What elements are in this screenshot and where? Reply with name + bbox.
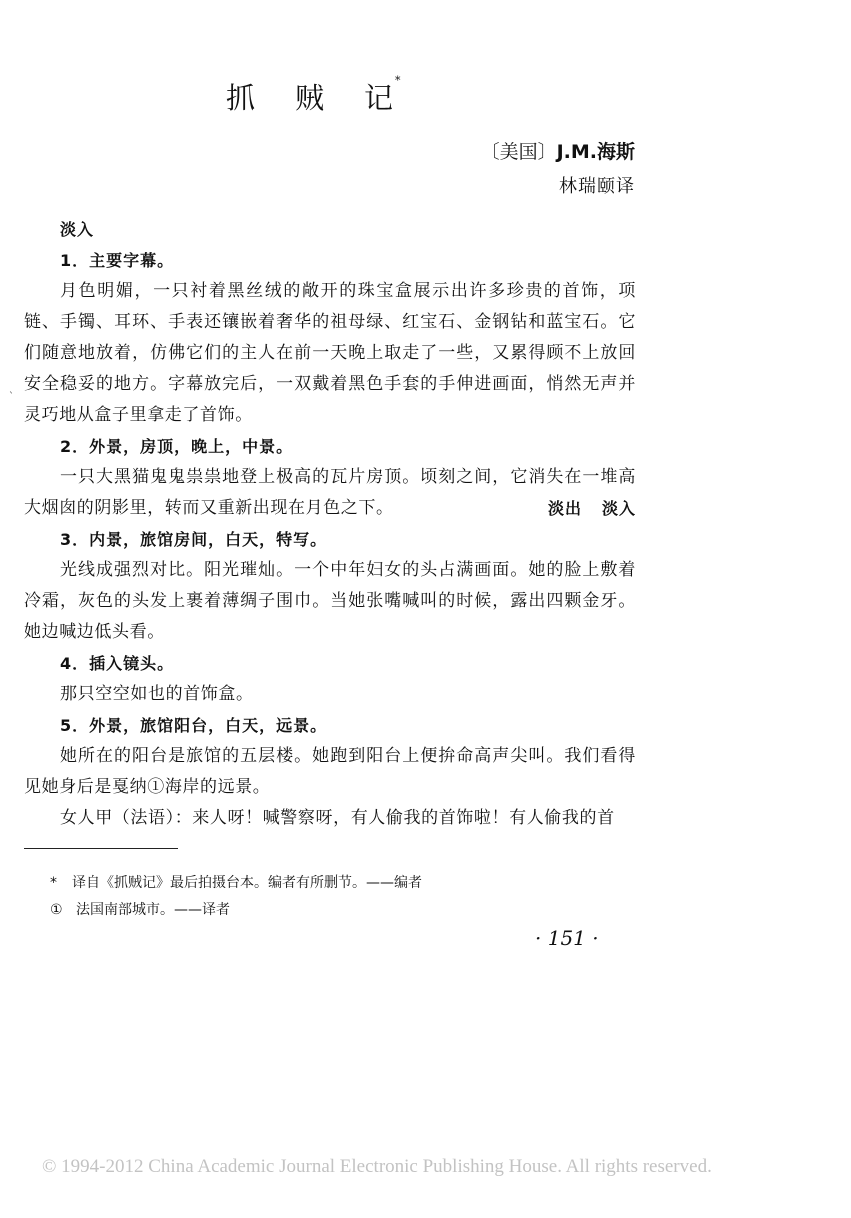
scene-paragraph-5 [24,741,636,803]
screenplay-body [24,214,636,834]
scene-paragraph-1: 月色明媚，一只衬着黑丝绒的敞开的珠宝盒展示出许多珍贵的首饰，项链、手镯、耳环、手表还镶嵌着奢华的祖母绿、红宝石、金钢钻和蓝宝石。它们随意地放着，仿佛它们的主人在前一天晚上取走了一些，又累得顾不上放回安全稳妥的地方。字幕放完后，一双戴着黑色手套的手伸进画面，悄然无声并灵巧地从盒子里拿走了首饰。 [24,281,636,425]
scene-heading-5: 5．外景，旅馆阳台，白天，远景。 [60,716,328,735]
fade-in-label-2: 淡入 [601,499,636,518]
scene-paragraph-2: 一只大黑猫鬼鬼祟祟地登上极高的瓦片房顶。顷刻之间，它消失在一堆高大烟囱的阴影里，转而又重新出现在月色之下。 [24,467,636,518]
title-char: 贼 [295,81,325,115]
footnote-2 [50,899,230,919]
dialogue-line-1: 女人甲（法语）：来人呀！喊警察呀，有人偷我的首饰啦！有人偷我的首 [60,808,615,828]
page-number: · 151 · [535,926,599,950]
footnote-1-text: 译自《抓贼记》最后拍摄台本。编者有所删节。——编者 [72,875,422,891]
fade-in-label: 淡入 [60,220,95,239]
author-country: 〔美国〕 [480,141,557,163]
scene-heading-1: 1．主要字幕。 [60,251,175,270]
footnote-divider [24,848,178,849]
author-line [481,137,635,164]
footnote-2-text: 法国南部城市。——译者 [76,902,230,918]
copyright-footer: © 1994-2012 China Academic Journal Electronic Publishing House. All rights reserved. [42,1156,712,1177]
footnote-2-mark: ① [50,902,63,918]
scene-paragraph-5-part-b: 海岸的远景。 [164,777,271,797]
fade-out-label: 淡出 [547,499,582,518]
scene-heading-3: 3．内景，旅馆房间，白天，特写。 [60,530,328,549]
scene-heading-2: 2．外景，房顶，晚上，中景。 [60,437,294,456]
scene-paragraph-2-wrap [24,462,636,524]
stray-mark: ` [9,392,14,403]
scene-heading-4: 4．插入镜头。 [60,654,175,673]
scene-paragraph-4: 那只空空如也的首饰盒。 [60,684,254,704]
translator-line: 林瑞颐译 [559,176,635,197]
scene-paragraph-3: 光线成强烈对比。阳光璀灿。一个中年妇女的头占满画面。她的脸上敷着冷霜，灰色的头发上裹着薄绸子围巾。当她张嘴喊叫的时候，露出四颗金牙。她边喊边低头看。 [24,560,636,642]
scene-paragraph-5-part-a: 她所在的阳台是旅馆的五层楼。她跑到阳台上便拚命高声尖叫。我们看得见她身后是戛纳 [24,746,636,797]
author-name: J.M.海斯 [556,141,635,163]
footnote-1 [50,872,422,892]
title-char: 记 [364,81,394,115]
title-char: 抓 [226,81,256,115]
article-title [226,76,401,117]
footnote-ref-1: ① [147,777,165,797]
transition-label [492,493,636,524]
title-footnote-mark: * [395,74,401,87]
footnote-1-mark: * [50,875,57,891]
